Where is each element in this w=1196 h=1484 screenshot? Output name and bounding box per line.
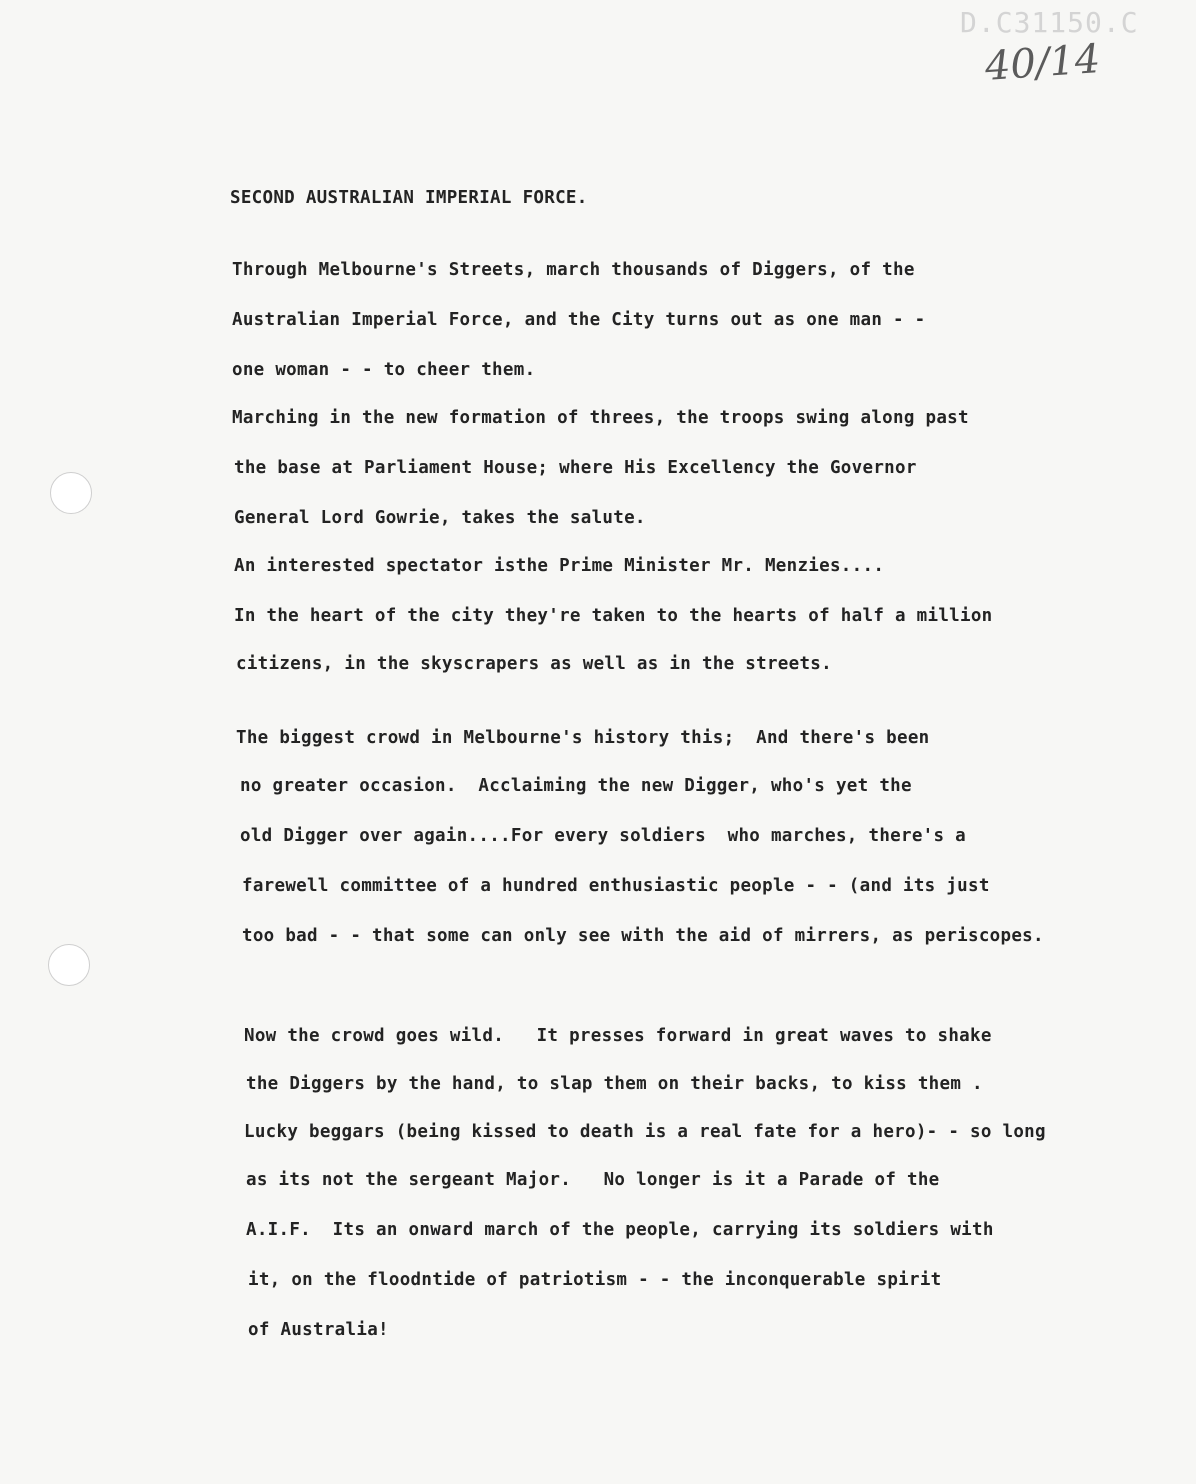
text-line: no greater occasion. Acclaiming the new Digger, who's yet the <box>240 776 912 796</box>
text-line: Lucky beggars (being kissed to death is a real fate for a hero)- - so long <box>244 1122 1046 1142</box>
text-line: Through Melbourne's Streets, march thousands of Diggers, of the <box>232 260 915 280</box>
text-line: old Digger over again....For every soldiers who marches, there's a <box>240 826 967 846</box>
document-title: SECOND AUSTRALIAN IMPERIAL FORCE. <box>230 188 588 208</box>
text-line: Australian Imperial Force, and the City turns out as one man - - <box>232 310 926 330</box>
text-line: the base at Parliament House; where His Excellency the Governor <box>234 458 917 478</box>
text-line: An interested spectator isthe Prime Minister Mr. Menzies.... <box>234 556 885 576</box>
text-line: The biggest crowd in Melbourne's history this; And there's been <box>236 728 930 748</box>
punch-hole <box>50 472 92 514</box>
punch-hole <box>48 944 90 986</box>
text-line: General Lord Gowrie, takes the salute. <box>234 508 646 528</box>
text-line: farewell committee of a hundred enthusiastic people - - (and its just <box>242 876 990 896</box>
text-line: of Australia! <box>248 1320 389 1340</box>
text-line: citizens, in the skyscrapers as well as in the streets. <box>236 654 832 674</box>
text-line: as its not the sergeant Major. No longer is it a Parade of the <box>246 1170 940 1190</box>
text-line: Now the crowd goes wild. It presses forward in great waves to shake <box>244 1026 992 1046</box>
text-line: one woman - - to cheer them. <box>232 360 536 380</box>
text-line: A.I.F. Its an onward march of the people, carrying its soldiers with <box>246 1220 994 1240</box>
text-line: the Diggers by the hand, to slap them on their backs, to kiss them . <box>246 1074 983 1094</box>
text-line: too bad - - that some can only see with the aid of mirrers, as periscopes. <box>242 926 1044 946</box>
text-line: it, on the floodntide of patriotism - - the inconquerable spirit <box>248 1270 942 1290</box>
archive-stamp: D.C31150.C <box>960 6 1139 39</box>
folio-number: 40/14 <box>983 36 1102 90</box>
text-line: Marching in the new formation of threes, the troops swing along past <box>232 408 969 428</box>
text-line: In the heart of the city they're taken to the hearts of half a million <box>234 606 993 626</box>
